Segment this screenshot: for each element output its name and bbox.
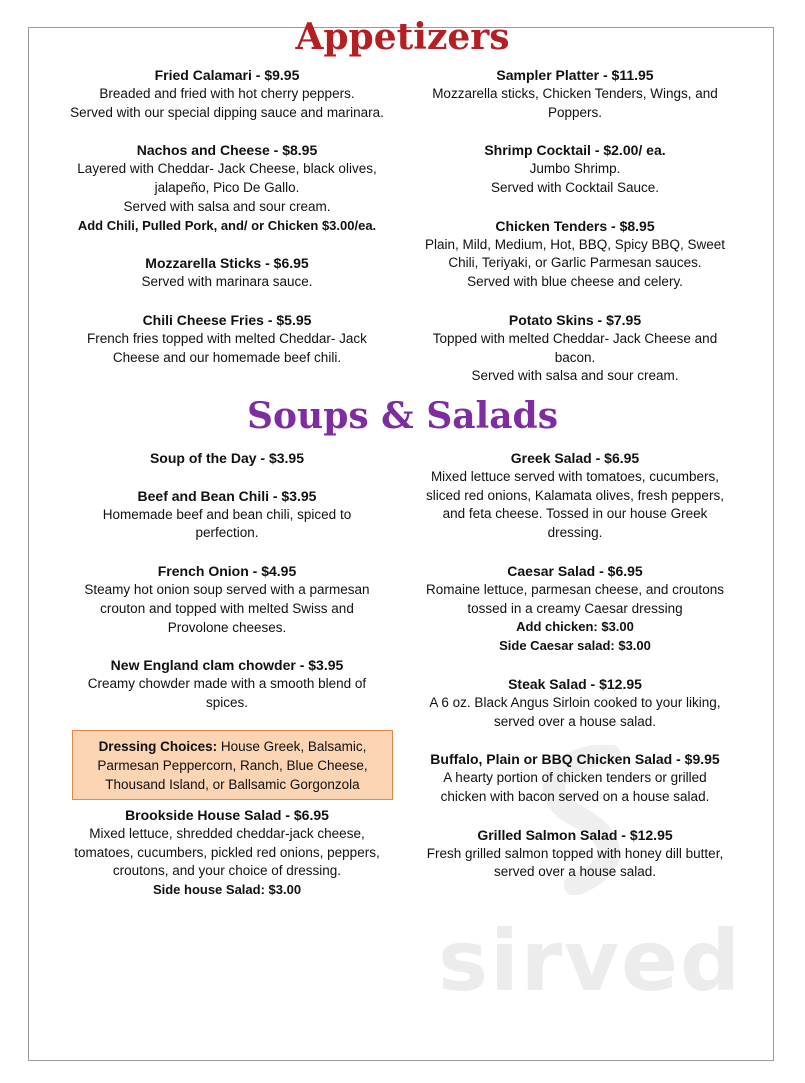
menu-item-name: Buffalo, Plain or BBQ Chicken Salad - $9.95 — [430, 751, 720, 768]
menu-item-description: Provolone cheeses. — [167, 619, 287, 635]
menu-item — [57, 487, 397, 543]
menu-item-name: Grilled Salmon Salad - $12.95 — [477, 826, 673, 843]
menu-item-description: Topped with melted Cheddar- Jack Cheese and — [432, 330, 718, 346]
menu-item-description: Mixed lettuce, shredded cheddar-jack cheese, — [89, 825, 365, 841]
menu-item-addon: Add Chili, Pulled Pork, and/ or Chicken $3.00/ea. — [77, 217, 377, 233]
menu-item-name: Nachos and Cheese - $8.95 — [136, 142, 318, 159]
menu-item — [405, 675, 745, 731]
menu-item-description: and feta cheese. Tossed in our house Greek — [442, 506, 708, 522]
menu-item-description: Jumbo Shrimp. — [529, 161, 621, 177]
menu-item-description: Served with Cocktail Sauce. — [490, 179, 660, 195]
menu-item-description: Breaded and fried with hot cherry peppers. — [99, 85, 355, 101]
menu-item-description: Creamy chowder made with a smooth blend of — [87, 676, 367, 692]
menu-item-name: Sampler Platter - $11.95 — [496, 67, 654, 83]
menu-item-description: Served with salsa and sour cream. — [123, 198, 331, 214]
menu-item — [57, 449, 397, 468]
menu-item-description: Cheese and our homemade beef chili. — [112, 349, 342, 365]
menu-item-description: Poppers. — [547, 104, 603, 120]
menu-item — [57, 66, 397, 122]
menu-item-description: Served with blue cheese and celery. — [467, 274, 683, 290]
menu-item-name: Fried Calamari - $9.95 — [154, 67, 300, 83]
menu-item-name: New England clam chowder - $3.95 — [110, 657, 344, 674]
menu-item — [405, 66, 745, 122]
dressing-label: Dressing Choices: — [98, 739, 218, 754]
appetizers-left-column — [57, 66, 397, 386]
menu-item-description: French fries topped with melted Cheddar- Jack — [87, 330, 367, 346]
sirved-watermark: sirved — [438, 912, 743, 1010]
menu-item-description: Served with our special dipping sauce and marinara. — [70, 104, 384, 120]
menu-item-name: Mozzarella Sticks - $6.95 — [145, 255, 309, 272]
menu-item — [405, 826, 745, 882]
soups-left-column — [57, 449, 397, 732]
menu-item — [405, 141, 745, 197]
menu-item-addon: Side house Salad: $3.00 — [152, 882, 302, 898]
menu-item-description: Fresh grilled salmon topped with honey dill butter, — [426, 845, 724, 861]
menu-item — [57, 311, 397, 367]
menu-item — [405, 562, 745, 656]
menu-item-name: Shrimp Cocktail - $2.00/ ea. — [484, 142, 666, 159]
menu-item-description: served over a house salad. — [493, 713, 657, 729]
salads-right-column — [405, 449, 745, 901]
menu-item-description: Layered with Cheddar- Jack Cheese, black olives, — [77, 161, 377, 177]
menu-item-name: Steak Salad - $12.95 — [508, 675, 642, 692]
menu-item-description: croutons, and your choice of dressing. — [112, 863, 342, 879]
menu-item-description: Mixed lettuce served with tomatoes, cucumbers, — [430, 468, 720, 484]
menu-item-name: Caesar Salad - $6.95 — [507, 562, 643, 579]
menu-item-name: Soup of the Day - $3.95 — [149, 450, 305, 466]
menu-item-description: A hearty portion of chicken tenders or grilled — [443, 770, 707, 786]
dressing-text-2: Parmesan Peppercorn, Ranch, Blue Cheese, — [97, 757, 368, 773]
menu-item-name: Greek Salad - $6.95 — [510, 450, 640, 466]
menu-item-description: spices. — [205, 694, 249, 710]
menu-item-name: Chili Cheese Fries - $5.95 — [142, 311, 312, 328]
menu-item-description: tossed in a creamy Caesar dressing — [467, 600, 683, 616]
menu-item — [57, 562, 397, 637]
house-salad-column — [57, 806, 397, 920]
menu-item — [57, 806, 397, 900]
dressing-text-1: House Greek, Balsamic, — [217, 739, 367, 754]
menu-item-description: perfection. — [195, 525, 259, 541]
menu-item-addon: Add chicken: $3.00 — [516, 619, 634, 635]
menu-item-name: Brookside House Salad - $6.95 — [125, 807, 329, 823]
dressing-choices-box — [72, 730, 393, 800]
menu-item — [405, 750, 745, 806]
menu-item-description: chicken with bacon served on a house salad. — [440, 788, 710, 804]
menu-item — [405, 217, 745, 292]
menu-item-name: Beef and Bean Chili - $3.95 — [137, 487, 317, 504]
menu-item — [405, 449, 745, 543]
menu-item-description: Steamy hot onion soup served with a parmesan — [84, 581, 370, 597]
menu-item-description: jalapeño, Pico De Gallo. — [154, 179, 300, 195]
menu-item — [57, 141, 397, 235]
menu-item-description: dressing. — [547, 525, 603, 541]
menu-item-description: served over a house salad. — [493, 864, 657, 880]
soups-salads-title: Soups & Salads — [247, 395, 558, 437]
menu-item-description: Served with salsa and sour cream. — [471, 368, 679, 384]
menu-item-description: Served with marinara sauce. — [141, 274, 313, 290]
menu-item-description: crouton and topped with melted Swiss and — [100, 600, 354, 616]
menu-item-name: Chicken Tenders - $8.95 — [495, 217, 655, 234]
menu-item-description: sliced red onions, Kalamata olives, fresh peppers, — [426, 487, 724, 503]
appetizers-right-column — [405, 66, 745, 405]
menu-item — [57, 656, 397, 712]
menu-item-name: French Onion - $4.95 — [157, 563, 297, 580]
dressing-text-3: Thousand Island, or Ballsamic Gorgonzola — [105, 776, 360, 792]
menu-item-description: tomatoes, cucumbers, pickled red onions, peppers, — [74, 844, 380, 860]
appetizers-title: Appetizers — [295, 16, 510, 58]
menu-item — [57, 254, 397, 292]
menu-item-description: Homemade beef and bean chili, spiced to — [102, 506, 352, 522]
menu-item-addon: Side Caesar salad: $3.00 — [499, 638, 651, 654]
menu-item-description: Romaine lettuce, parmesan cheese, and croutons — [426, 581, 724, 597]
menu-item-description: Chili, Teriyaki, or Garlic Parmesan sauces. — [448, 255, 702, 271]
menu-item — [405, 311, 745, 386]
menu-item-description: bacon. — [554, 349, 596, 365]
menu-item-description: A 6 oz. Black Angus Sirloin cooked to your liking, — [429, 694, 721, 710]
menu-item-name: Potato Skins - $7.95 — [508, 311, 642, 328]
menu-item-description: Mozzarella sticks, Chicken Tenders, Wings, and — [432, 85, 718, 101]
menu-item-description: Plain, Mild, Medium, Hot, BBQ, Spicy BBQ, Sweet — [424, 236, 726, 252]
